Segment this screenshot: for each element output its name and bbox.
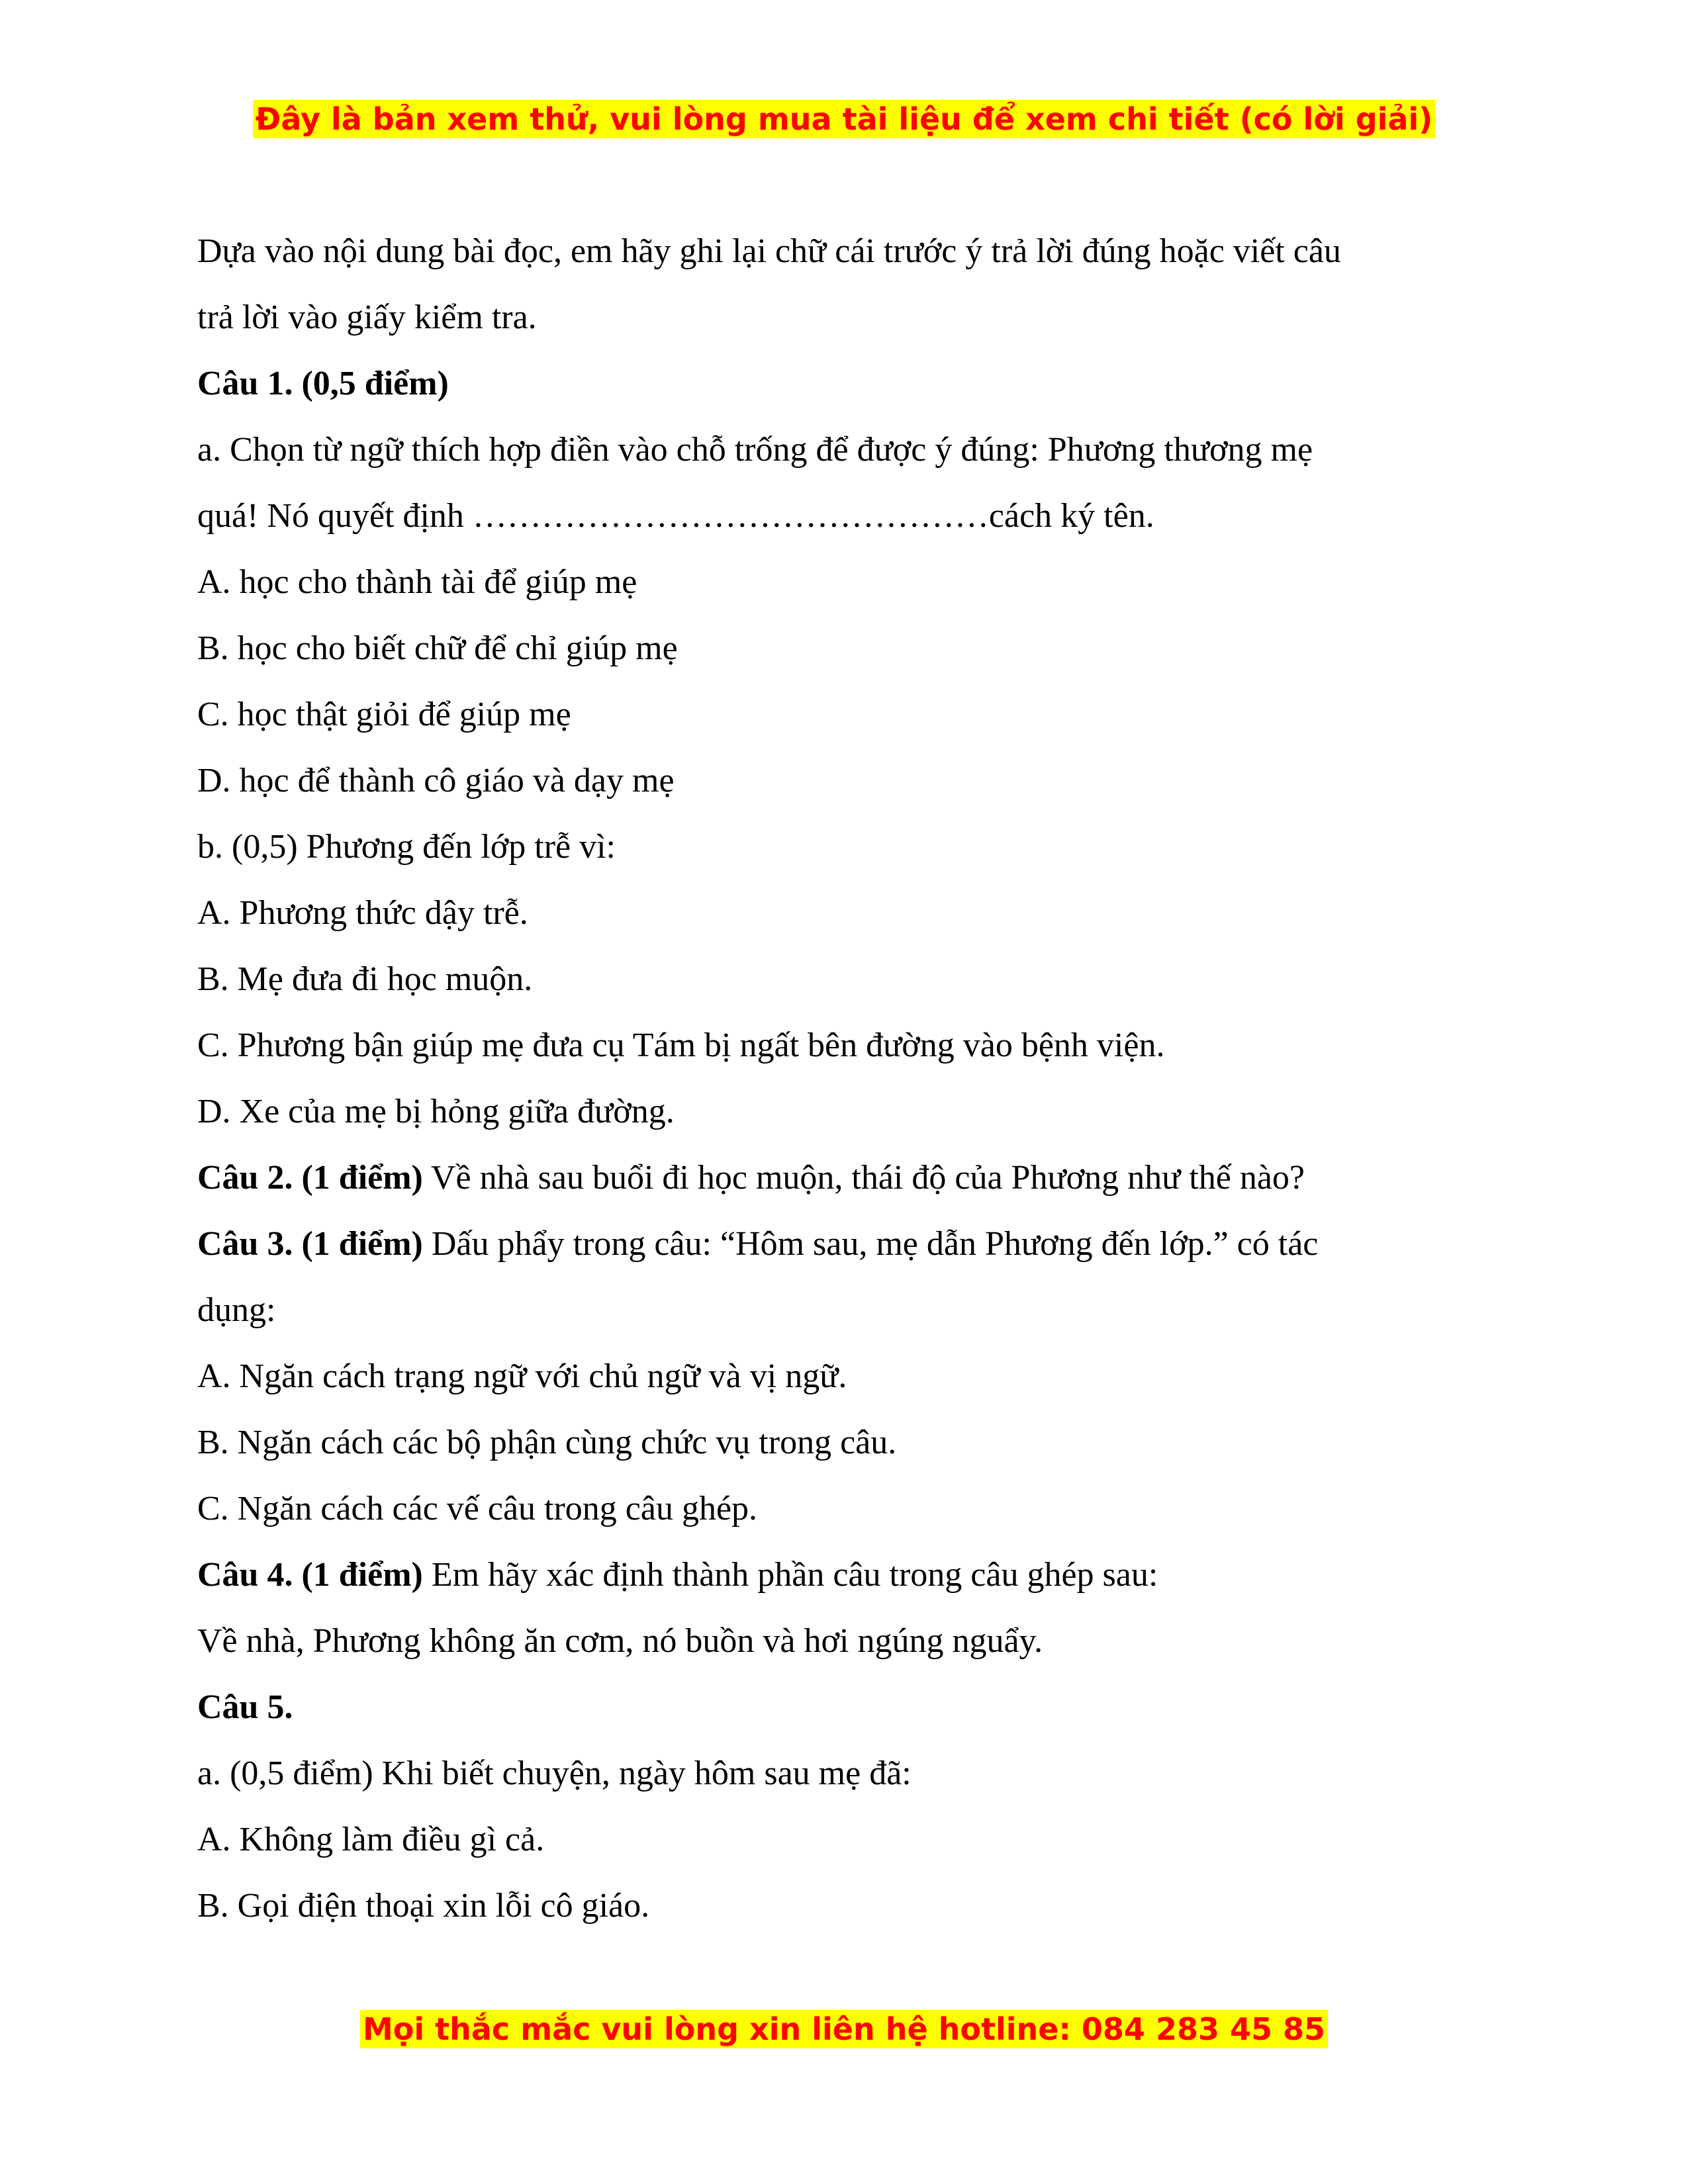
question-4-sentence: Về nhà, Phương không ăn cơm, nó buồn và hơi ngúng nguẩy. (197, 1622, 1043, 1660)
exam-content (197, 218, 1495, 1939)
question-1-title: Câu 1. (0,5 điểm) (197, 365, 449, 402)
question-1a-option-c: C. học thật giỏi để giúp mẹ (197, 696, 571, 733)
question-1b-option-c: C. Phương bận giúp mẹ đưa cụ Tám bị ngất bên đường vào bệnh viện. (197, 1026, 1165, 1064)
question-3 (197, 1211, 1495, 1277)
question-3-text-2: dụng: (197, 1291, 276, 1329)
question-1a-prompt-line-1: a. Chọn từ ngữ thích hợp điền vào chỗ trống để được ý đúng: Phương thương mẹ (197, 431, 1313, 469)
question-3-option-b: B. Ngăn cách các bộ phận cùng chức vụ trong câu. (197, 1424, 897, 1461)
question-1b-prompt: b. (0,5) Phương đến lớp trễ vì: (197, 828, 616, 866)
question-1b-option-a: A. Phương thức dậy trễ. (197, 894, 528, 932)
question-2-text: Về nhà sau buổi đi học muộn, thái độ của Phương như thế nào? (422, 1159, 1305, 1197)
intro-line-1: Dựa vào nội dung bài đọc, em hãy ghi lại chữ cái trước ý trả lời đúng hoặc viết câu (197, 232, 1341, 270)
question-1a-option-b: B. học cho biết chữ để chỉ giúp mẹ (197, 629, 678, 667)
question-1a-prompt-line-2: quá! Nó quyết định ………………………………………cách ký tên. (197, 497, 1154, 535)
question-1a-option-d: D. học để thành cô giáo và dạy mẹ (197, 762, 675, 799)
question-3-label: Câu 3. (1 điểm) (197, 1225, 423, 1263)
hotline-notice-banner (0, 2008, 1688, 2050)
question-5a-option-b: B. Gọi điện thoại xin lỗi cô giáo. (197, 1887, 650, 1925)
question-3-option-c: C. Ngăn cách các vế câu trong câu ghép. (197, 1490, 758, 1527)
question-1a-option-a: A. học cho thành tài để giúp mẹ (197, 563, 637, 601)
intro-line-2: trả lời vào giấy kiểm tra. (197, 298, 537, 336)
question-1b-option-d: D. Xe của mẹ bị hỏng giữa đường. (197, 1093, 675, 1130)
question-3-option-a: A. Ngăn cách trạng ngữ với chủ ngữ và vị ngữ. (197, 1357, 847, 1395)
question-4-text: Em hãy xác định thành phần câu trong câu ghép sau: (422, 1556, 1158, 1594)
question-5a-prompt: a. (0,5 điểm) Khi biết chuyện, ngày hôm sau mẹ đã: (197, 1754, 912, 1792)
question-3-text-1: Dấu phẩy trong câu: “Hôm sau, mẹ dẫn Phương đến lớp.” có tác (422, 1225, 1319, 1263)
question-1b-option-b: B. Mẹ đưa đi học muộn. (197, 960, 533, 998)
question-4 (197, 1542, 1495, 1608)
question-4-label: Câu 4. (1 điểm) (197, 1556, 423, 1594)
question-5-title: Câu 5. (197, 1688, 293, 1726)
preview-notice-text: Đây là bản xem thử, vui lòng mua tài liệu để xem chi tiết (có lời giải) (253, 100, 1435, 138)
question-2-label: Câu 2. (1 điểm) (197, 1159, 423, 1197)
hotline-notice-text: Mọi thắc mắc vui lòng xin liên hệ hotline: 084 283 45 85 (360, 2010, 1328, 2048)
preview-notice-banner (0, 98, 1688, 140)
question-2 (197, 1145, 1495, 1211)
question-5a-option-a: A. Không làm điều gì cả. (197, 1821, 545, 1858)
